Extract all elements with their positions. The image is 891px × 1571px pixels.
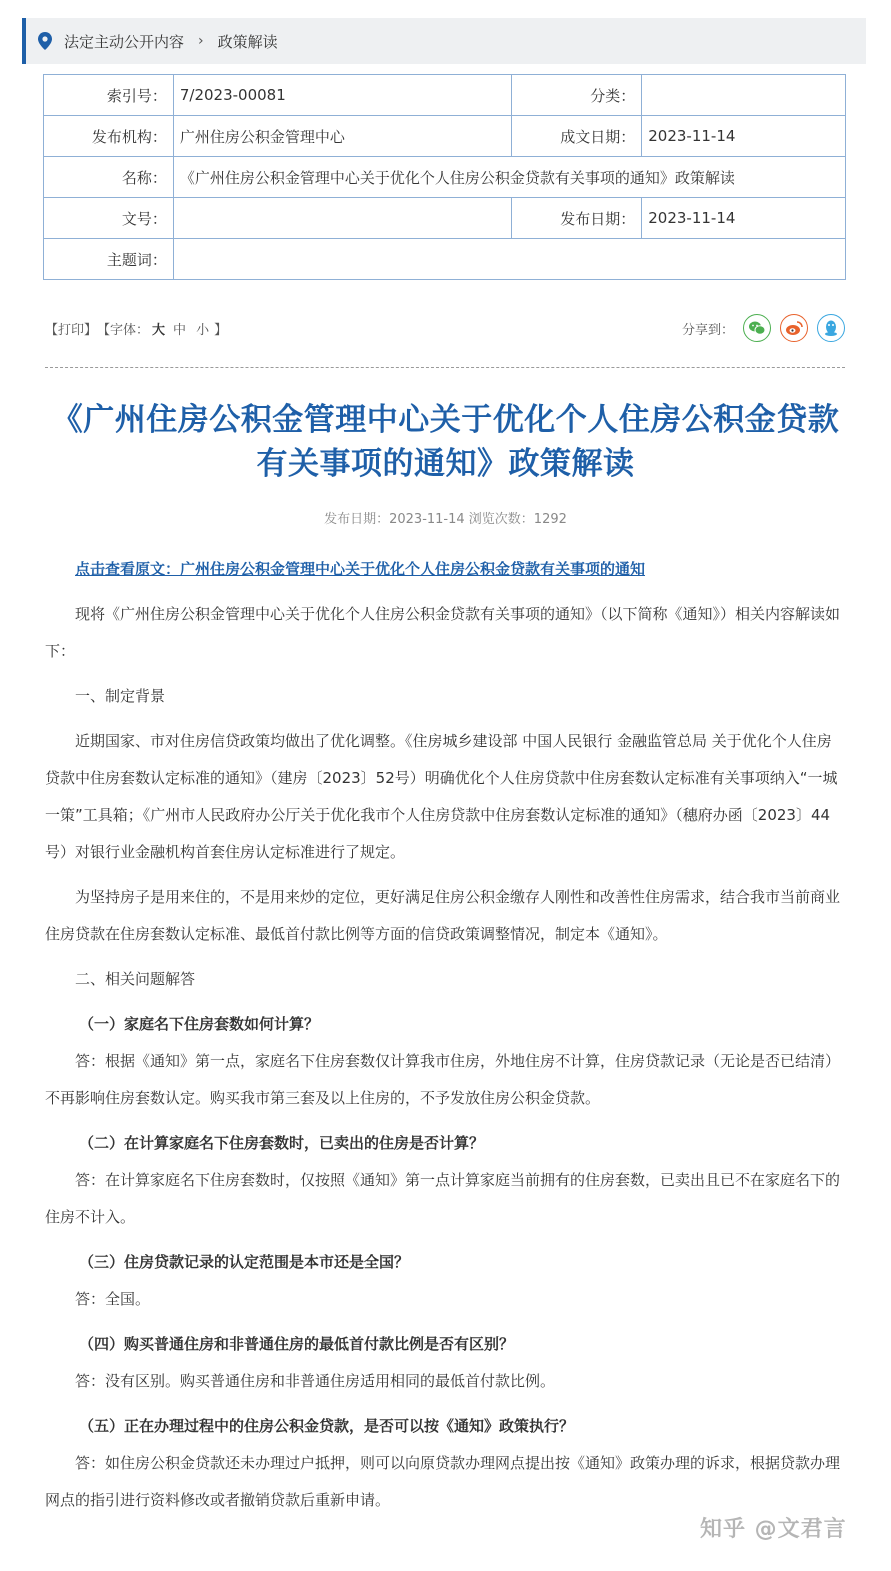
font-prefix: 【字体： [97, 322, 150, 338]
publisher-value: 广州住房公积金管理中心 [173, 116, 512, 157]
wechat-icon [748, 320, 766, 336]
doc-no-label: 文号： [44, 198, 174, 239]
article-meta: 发布日期：2023-11-14 浏览次数：1292 [324, 512, 567, 527]
original-document-link[interactable]: 点击查看原文：广州住房公积金管理中心关于优化个人住房公积金贷款有关事项的通知 [75, 560, 646, 578]
doc-no-value [173, 198, 512, 239]
article-tools [45, 313, 845, 343]
keywords-value [173, 239, 845, 280]
question-2: （二）在计算家庭名下住房套数时，已卖出的住房是否计算？ [79, 1134, 485, 1152]
answer-3: 答：全国。 [75, 1290, 151, 1308]
name-label: 名称： [44, 157, 174, 198]
background-paragraph-2: 为坚持房子是用来住的，不是用来炒的定位，更好满足住房公积金缴存人刚性和改善性住房需求，结合我市当前商业住房贷款在住房套数认定标准、最低首付款比例等方面的信贷政策调整情况，制定本《通知》。 [45, 888, 841, 943]
breadcrumb-parent-link[interactable]: 法定主动公开内容 [64, 32, 185, 51]
category-label: 分类： [512, 75, 642, 116]
background-paragraph-1: 近期国家、市对住房信贷政策均做出了优化调整。《住房城乡建设部 中国人民银行 金融监管总局 关于优化个人住房贷款中住房套数认定标准的通知》（建房〔2023〕52号）明确优化个人住房贷款中住房套数认定标准有关事项纳入“一城一策”工具箱；《广州市人民政府办公厅关于优化我市个人住房贷款中住房套数认定标准的通知》（穗府办函〔2023〕44号）对银行业金融机构首套住房认定标准进行了规定。 [45, 732, 838, 861]
qq-icon [823, 319, 839, 337]
breadcrumb-current-link[interactable]: 政策解读 [217, 32, 278, 51]
share-label: 分享到： [681, 322, 734, 338]
answer-5: 答：如住房公积金贷款还未办理过户抵押，则可以向原贷款办理网点提出按《通知》政策办理的诉求，根据贷款办理网点的指引进行资料修改或者撤销贷款后重新申请。 [45, 1454, 841, 1509]
question-4: （四）购买普通住房和非普通住房的最低首付款比例是否有区别？ [79, 1335, 515, 1353]
document-info-table [43, 74, 846, 280]
article-content [45, 552, 845, 1519]
index-label: 索引号： [44, 75, 174, 116]
watermark: 知乎 @文君言 [700, 1517, 847, 1542]
index-value: 7/2023-00081 [173, 75, 512, 116]
article-title-line2: 有关事项的通知》政策解读 [256, 446, 635, 482]
font-medium-button[interactable]: 中 [173, 322, 187, 338]
question-5: （五）正在办理过程中的住房公积金贷款，是否可以按《通知》政策执行？ [79, 1417, 575, 1435]
written-date-label: 成文日期： [512, 116, 642, 157]
answer-1: 答：根据《通知》第一点，家庭名下住房套数仅计算我市住房，外地住房不计算，住房贷款记录（无论是否已结清）不再影响住房套数认定。购买我市第三套及以上住房的，不予发放住房公积金贷款。 [45, 1052, 841, 1107]
print-button[interactable]: 【打印】 [45, 322, 98, 338]
font-suffix: 】 [214, 322, 228, 338]
question-3: （三）住房贷款记录的认定范围是本市还是全国？ [79, 1253, 410, 1271]
answer-2: 答：在计算家庭名下住房套数时，仅按照《通知》第一点计算家庭当前拥有的住房套数，已卖出且已不在家庭名下的住房不计入。 [45, 1171, 841, 1226]
keywords-label: 主题词： [44, 239, 174, 280]
article-title [40, 398, 851, 486]
font-size-control [97, 319, 227, 338]
weibo-icon [785, 320, 803, 336]
question-1: （一）家庭名下住房套数如何计算？ [79, 1015, 320, 1033]
section-heading-background: 一、制定背景 [75, 687, 166, 705]
section-heading-qa: 二、相关问题解答 [75, 970, 196, 988]
share-wechat-button[interactable] [743, 314, 771, 342]
article-title-line1: 《广州住房公积金管理中心关于优化个人住房公积金贷款 [51, 402, 840, 438]
name-value: 《广州住房公积金管理中心关于优化个人住房公积金贷款有关事项的通知》政策解读 [173, 157, 845, 198]
share-weibo-button[interactable] [780, 314, 808, 342]
breadcrumb [22, 18, 866, 64]
publish-date-value: 2023-11-14 [642, 198, 846, 239]
font-small-button[interactable]: 小 [196, 322, 210, 338]
location-pin-icon [38, 32, 52, 50]
share-group [682, 314, 845, 342]
info-row-doc-no [44, 198, 846, 239]
intro-paragraph: 现将《广州住房公积金管理中心关于优化个人住房公积金贷款有关事项的通知》（以下简称《通知》）相关内容解读如下： [45, 605, 841, 660]
answer-4: 答：没有区别。购买普通住房和非普通住房适用相同的最低首付款比例。 [75, 1372, 556, 1390]
font-large-button[interactable]: 大 [152, 322, 166, 338]
info-row-keywords [44, 239, 846, 280]
publisher-label: 发布机构： [44, 116, 174, 157]
info-row-publisher [44, 116, 846, 157]
share-qq-button[interactable] [817, 314, 845, 342]
written-date-value: 2023-11-14 [642, 116, 846, 157]
info-row-index [44, 75, 846, 116]
publish-date-label: 发布日期： [512, 198, 642, 239]
category-value [642, 75, 846, 116]
divider [45, 367, 845, 368]
info-row-name [44, 157, 846, 198]
breadcrumb-separator: › [198, 33, 204, 49]
